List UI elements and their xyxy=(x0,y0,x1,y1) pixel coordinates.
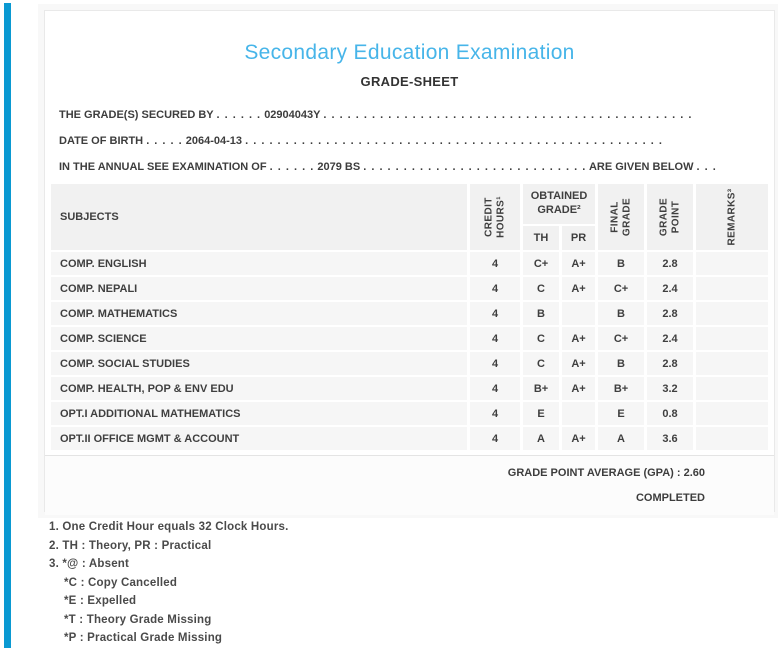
subject-cell: COMP. SOCIAL STUDIES xyxy=(51,352,467,375)
credit-cell: 4 xyxy=(470,427,520,450)
credit-cell: 4 xyxy=(470,327,520,350)
credit-cell: 4 xyxy=(470,277,520,300)
status-completed: COMPLETED xyxy=(635,492,705,504)
gpa-line: GRADE POINT AVERAGE (GPA) : 2.60 xyxy=(507,467,705,479)
grade-point-cell: 2.4 xyxy=(647,327,693,350)
theory-grade-cell: E xyxy=(523,402,559,425)
candidate-info xyxy=(59,102,760,180)
date-of-birth-label: DATE OF BIRTH xyxy=(59,135,144,147)
remarks-cell xyxy=(696,327,768,350)
final-grade-cell: C+ xyxy=(598,327,644,350)
grade-sheet-panel xyxy=(44,10,775,512)
note-line: 1. One Credit Hour equals 32 Clock Hours. xyxy=(49,521,289,533)
examination-year-line xyxy=(59,154,760,180)
subject-cell: COMP. ENGLISH xyxy=(51,252,467,275)
grade-point-cell: 0.8 xyxy=(647,402,693,425)
dot-leader: . . . . . . . . . . . . . . . . . . . . . . . . . . . . . . . . . . . . . . . . . . . . . . . . . . . . xyxy=(245,135,663,147)
final-grade-cell: A xyxy=(598,427,644,450)
table-row xyxy=(51,427,768,450)
practical-grade-cell xyxy=(562,402,595,425)
practical-grade-cell: A+ xyxy=(562,427,595,450)
left-accent-bar xyxy=(4,3,11,648)
subject-cell: OPT.I ADDITIONAL MATHEMATICS xyxy=(51,402,467,425)
practical-grade-cell: A+ xyxy=(562,277,595,300)
practical-grade-cell: A+ xyxy=(562,252,595,275)
theory-grade-cell: C xyxy=(523,327,559,350)
subject-cell: COMP. SCIENCE xyxy=(51,327,467,350)
examination-year-value: 2079 BS xyxy=(317,161,361,173)
column-header-grade-point: GRADE POINT xyxy=(647,184,693,250)
theory-grade-cell: C xyxy=(523,277,559,300)
subject-cell: OPT.II OFFICE MGMT & ACCOUNT xyxy=(51,427,467,450)
dot-leader: . . . . . . . . . . . . . . . . . . . . . . . . . . . . xyxy=(363,161,587,173)
remarks-cell xyxy=(696,252,768,275)
note-line: *P : Practical Grade Missing xyxy=(64,632,223,644)
remarks-cell xyxy=(696,427,768,450)
table-row xyxy=(51,352,768,375)
grades-table xyxy=(48,182,771,452)
dot-leader: . . . . . xyxy=(146,135,183,147)
grade-sheet-subtitle: GRADE-SHEET xyxy=(360,74,459,89)
final-grade-cell: B xyxy=(598,252,644,275)
final-grade-cell: E xyxy=(598,402,644,425)
remarks-cell xyxy=(696,277,768,300)
table-row xyxy=(51,277,768,300)
column-header-theory: TH xyxy=(523,226,559,250)
theory-grade-cell: C+ xyxy=(523,252,559,275)
column-header-practical: PR xyxy=(562,226,595,250)
theory-grade-cell: C xyxy=(523,352,559,375)
practical-grade-cell xyxy=(562,302,595,325)
remarks-cell xyxy=(696,402,768,425)
grade-point-cell: 2.8 xyxy=(647,352,693,375)
practical-grade-cell: A+ xyxy=(562,352,595,375)
note-line: 3. *@ : Absent xyxy=(49,558,130,570)
note-line: *E : Expelled xyxy=(64,595,137,607)
credit-cell: 4 xyxy=(470,352,520,375)
column-header-credit-hours: CREDIT HOURS¹ xyxy=(470,184,520,250)
table-row xyxy=(51,302,768,325)
dot-leader: . . . xyxy=(696,161,717,173)
date-of-birth-value: 2064-04-13 xyxy=(185,135,243,147)
final-grade-cell: B xyxy=(598,302,644,325)
subject-cell: COMP. MATHEMATICS xyxy=(51,302,467,325)
practical-grade-cell: A+ xyxy=(562,377,595,400)
table-row xyxy=(51,327,768,350)
remarks-cell xyxy=(696,302,768,325)
grades-secured-by-label: THE GRADE(S) SECURED BY xyxy=(59,109,214,121)
examination-year-label: IN THE ANNUAL SEE EXAMINATION OF xyxy=(59,161,267,173)
table-row xyxy=(51,377,768,400)
final-grade-cell: B xyxy=(598,352,644,375)
final-grade-cell: B+ xyxy=(598,377,644,400)
grade-point-cell: 3.2 xyxy=(647,377,693,400)
column-header-remarks: REMARKS³ xyxy=(696,184,768,250)
credit-cell: 4 xyxy=(470,377,520,400)
symbol-number-value: 02904043Y xyxy=(264,109,321,121)
grade-point-cell: 2.8 xyxy=(647,302,693,325)
note-line: 2. TH : Theory, PR : Practical xyxy=(49,539,212,552)
column-header-obtained-grade: OBTAINED GRADE² xyxy=(523,184,595,224)
remarks-cell xyxy=(696,352,768,375)
column-header-subjects: SUBJECTS xyxy=(51,184,467,250)
note-line: *T : Theory Grade Missing xyxy=(64,613,212,626)
credit-cell: 4 xyxy=(470,252,520,275)
grade-point-cell: 2.8 xyxy=(647,252,693,275)
are-given-below-label: ARE GIVEN BELOW xyxy=(588,161,694,173)
credit-cell: 4 xyxy=(470,402,520,425)
grade-point-cell: 3.6 xyxy=(647,427,693,450)
subject-cell: COMP. HEALTH, POP & ENV EDU xyxy=(51,377,467,400)
summary-section xyxy=(45,455,774,515)
date-of-birth-line xyxy=(59,128,760,154)
table-row xyxy=(51,402,768,425)
note-line: *C : Copy Cancelled xyxy=(64,576,178,589)
dot-leader: . . . . . . xyxy=(216,109,262,121)
dot-leader: . . . . . . xyxy=(269,161,315,173)
dot-leader: . . . . . . . . . . . . . . . . . . . . . . . . . . . . . . . . . . . . . . . . . . . . . . xyxy=(323,109,693,121)
table-row xyxy=(51,252,768,275)
theory-grade-cell: A xyxy=(523,427,559,450)
footnotes xyxy=(49,518,749,648)
remarks-cell xyxy=(696,377,768,400)
theory-grade-cell: B xyxy=(523,302,559,325)
subject-cell: COMP. NEPALI xyxy=(51,277,467,300)
theory-grade-cell: B+ xyxy=(523,377,559,400)
column-header-final-grade: FINAL GRADE xyxy=(598,184,644,250)
final-grade-cell: C+ xyxy=(598,277,644,300)
page-title: Secondary Education Examination xyxy=(244,41,575,64)
grades-secured-by-line xyxy=(59,102,760,128)
practical-grade-cell: A+ xyxy=(562,327,595,350)
credit-cell: 4 xyxy=(470,302,520,325)
grade-point-cell: 2.4 xyxy=(647,277,693,300)
